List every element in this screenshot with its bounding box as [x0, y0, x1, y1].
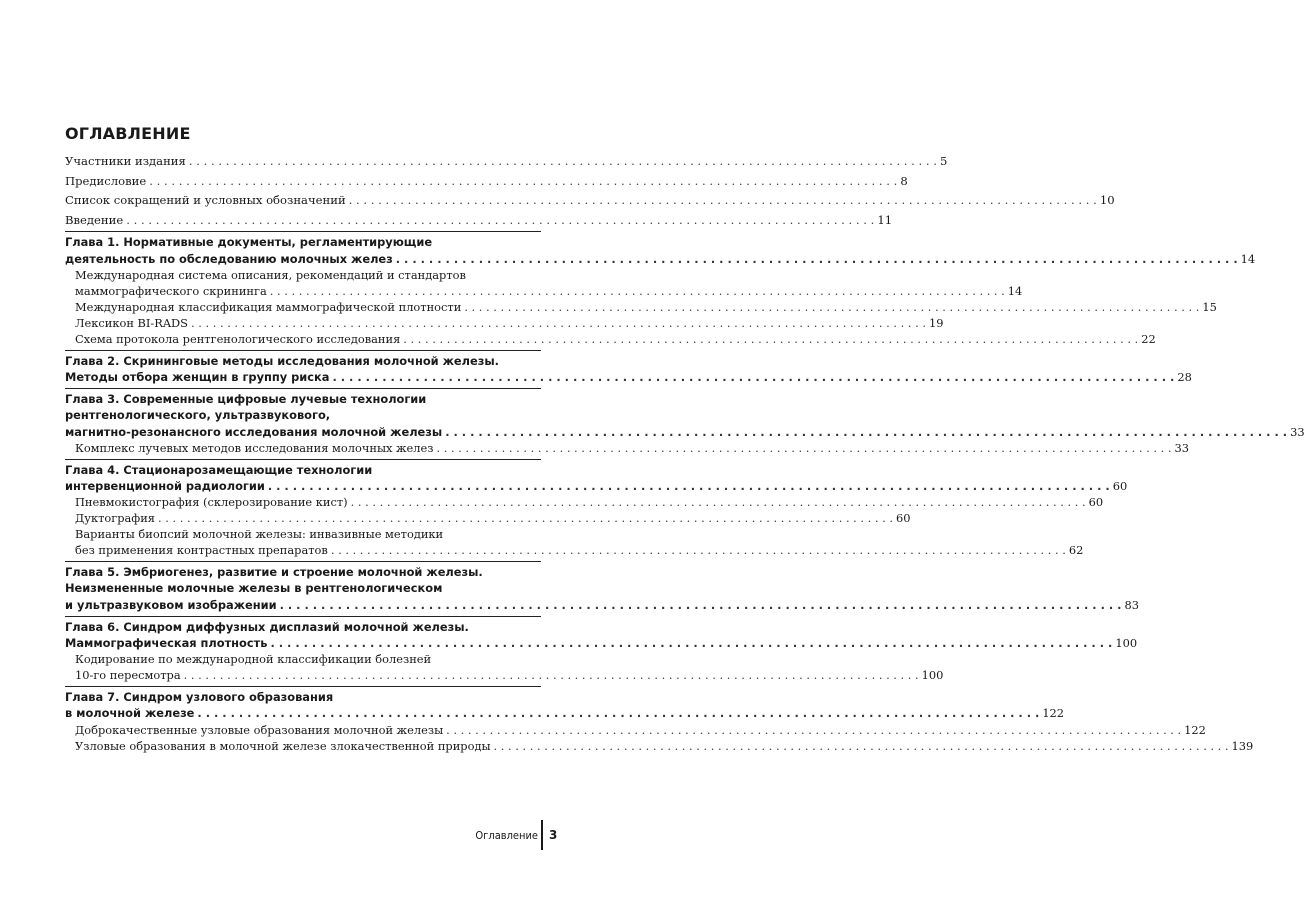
entry-title: 10-го пересмотра: [75, 668, 181, 683]
footer-divider: [541, 820, 543, 850]
toc-line[interactable]: [65, 212, 893, 229]
toc-entry[interactable]: [65, 212, 893, 229]
dot-leader: [268, 478, 1110, 494]
entry-page-number: 60: [896, 511, 911, 526]
entry-page-number: 83: [1124, 597, 1139, 612]
entry-page-number: 28: [1177, 369, 1192, 384]
entry-page-number: 5: [939, 154, 948, 168]
entry-title: Маммографическая плотность: [65, 636, 268, 651]
dot-leader: [149, 173, 897, 190]
entry-title: Дуктография: [75, 511, 155, 526]
dot-leader: [351, 494, 1086, 510]
entry-title: Глава 2. Скрининговые методы исследования молочной железы.: [65, 353, 499, 368]
dot-leader: [126, 212, 874, 229]
toc-line[interactable]: [65, 153, 948, 170]
toc-line[interactable]: [75, 722, 1206, 738]
entry-title: Глава 4. Стационарозамещающие технологии: [65, 462, 373, 477]
dot-leader: [396, 251, 1238, 267]
entry-title: Схема протокола рентгенологического исследования: [75, 331, 401, 346]
dot-leader: [197, 705, 1039, 721]
section-entry[interactable]: [65, 299, 1217, 315]
entry-title: Предисловие: [65, 173, 147, 188]
entry-title: маммографического скрининга: [75, 283, 267, 298]
entry-page-number: 62: [1068, 543, 1084, 558]
chapter-group: [65, 689, 1254, 753]
entry-title: Глава 6. Синдром диффузных дисплазий молочной железы.: [65, 619, 469, 634]
chapter-entry[interactable]: [65, 353, 1192, 385]
toc-entry[interactable]: [65, 153, 948, 170]
running-footer-label: Оглавление: [475, 829, 538, 842]
entry-page-number: 10: [1099, 193, 1115, 208]
dot-leader: [349, 192, 1097, 209]
toc-entry[interactable]: [65, 173, 908, 190]
toc-line[interactable]: [65, 635, 1138, 651]
entry-title: и ультразвуковом изображении: [65, 597, 277, 612]
entry-title: в молочной железе: [65, 706, 195, 721]
toc-line[interactable]: [65, 251, 1256, 267]
entry-title: интервенционной радиологии: [65, 479, 265, 493]
toc-line[interactable]: [75, 738, 1254, 754]
entry-title: Глава 5. Эмбриогенез, развитие и строение молочной железы.: [65, 565, 483, 580]
entry-title: Международная классификация маммографической плотности: [75, 299, 462, 314]
dot-leader: [270, 635, 1112, 651]
entry-title: деятельность по обследованию молочных желез: [65, 251, 393, 266]
entry-page-number: 100: [921, 668, 944, 683]
entry-page-number: 122: [1184, 722, 1206, 737]
chapter-group: [65, 619, 1138, 683]
chapter-divider: [65, 231, 541, 232]
entry-title: Глава 3. Современные цифровые лучевые технологии: [65, 392, 427, 407]
entry-page-number: 15: [1202, 299, 1217, 314]
chapter-divider: [65, 561, 541, 562]
entry-page-number: 19: [929, 315, 944, 330]
entry-title: Глава 1. Нормативные документы, регламентирующие: [65, 235, 433, 250]
chapter-entry[interactable]: [65, 689, 1065, 721]
toc-line[interactable]: [65, 705, 1065, 721]
toc-line[interactable]: [75, 510, 911, 526]
dot-leader: [332, 369, 1174, 385]
chapter-entry[interactable]: [65, 462, 1128, 494]
dot-leader: [270, 283, 1005, 299]
dot-leader: [494, 738, 1229, 754]
section-entry[interactable]: [65, 510, 911, 526]
page-footer: [0, 820, 614, 850]
toc-line[interactable]: [65, 597, 1139, 613]
toc-heading: ОГЛАВЛЕНИЕ: [65, 124, 191, 143]
dot-leader: [189, 153, 937, 170]
section-entry[interactable]: [65, 494, 1104, 510]
toc-line[interactable]: [75, 283, 1023, 299]
toc-line[interactable]: [75, 331, 1156, 347]
table-of-contents: [65, 153, 1305, 755]
section-entry[interactable]: [65, 440, 1189, 456]
entry-page-number: 60: [1088, 495, 1104, 510]
dot-leader: [331, 542, 1066, 558]
toc-entry[interactable]: [65, 192, 1115, 209]
entry-title: без применения контрастных препаратов: [75, 543, 328, 558]
entry-title: Доброкачественные узловые образования молочной железы: [75, 722, 444, 737]
entry-page-number: 33: [1290, 424, 1305, 439]
chapter-group: [65, 462, 1128, 558]
dot-leader: [191, 315, 926, 331]
entry-title: Варианты биопсий молочной железы: инвазивные методики: [75, 527, 444, 542]
chapter-group: [65, 391, 1305, 456]
entry-page-number: 11: [877, 212, 893, 227]
section-entry[interactable]: [65, 651, 944, 683]
toc-line[interactable]: [75, 542, 1084, 558]
entry-page-number: 14: [1240, 251, 1256, 266]
entry-title: Кодирование по международной классификации болезней: [75, 652, 432, 667]
chapter-group: [65, 564, 1139, 613]
toc-line[interactable]: [65, 478, 1128, 494]
chapter-group: [65, 353, 1192, 385]
entry-title: Введение: [65, 212, 124, 227]
entry-title: Неизмененные молочные железы в рентгенологическом: [65, 581, 443, 596]
entry-title: Международная система описания, рекомендаций и стандартов: [75, 267, 466, 282]
section-entry[interactable]: [65, 315, 944, 331]
chapter-divider: [65, 616, 541, 617]
section-entry[interactable]: [65, 267, 1023, 299]
entry-page-number: 139: [1231, 738, 1254, 753]
entry-page-number: 33: [1174, 440, 1189, 455]
entry-title: Методы отбора женщин в группу риска: [65, 369, 330, 384]
entry-page-number: 60: [1112, 479, 1128, 493]
chapter-divider: [65, 388, 541, 389]
toc-line[interactable]: [75, 440, 1189, 456]
entry-title: Участники издания: [65, 154, 186, 168]
chapter-entry[interactable]: [65, 564, 1139, 613]
dot-leader: [280, 597, 1122, 613]
chapter-divider: [65, 686, 541, 687]
toc-line[interactable]: [75, 494, 1104, 510]
dot-leader: [445, 424, 1287, 440]
chapter-group: [65, 234, 1256, 346]
section-entry[interactable]: [65, 722, 1206, 738]
chapter-entry[interactable]: [65, 234, 1256, 266]
dot-leader: [158, 510, 893, 526]
entry-title: рентгенологического, ультразвукового,: [65, 408, 331, 423]
entry-page-number: 122: [1042, 706, 1065, 721]
section-entry[interactable]: [65, 738, 1254, 754]
chapter-divider: [65, 459, 541, 460]
entry-page-number: 22: [1141, 331, 1156, 346]
section-entry[interactable]: [65, 331, 1156, 347]
dot-leader: [436, 440, 1171, 456]
chapter-list: [65, 231, 1305, 753]
page-number: 3: [549, 828, 558, 842]
front-matter: [65, 153, 1115, 228]
entry-title: магнитно-резонансного исследования молочной железы: [65, 424, 443, 439]
toc-line[interactable]: [75, 315, 944, 331]
toc-line[interactable]: [65, 192, 1115, 209]
entry-title: Список сокращений и условных обозначений: [65, 193, 346, 208]
dot-leader: [464, 299, 1199, 315]
entry-title: Глава 7. Синдром узлового образования: [65, 690, 334, 705]
chapter-entry[interactable]: [65, 391, 1305, 440]
toc-line[interactable]: [75, 667, 944, 683]
section-entry[interactable]: [65, 526, 1084, 558]
dot-leader: [403, 331, 1138, 347]
toc-line[interactable]: [65, 424, 1305, 440]
toc-line[interactable]: [75, 299, 1217, 315]
chapter-entry[interactable]: [65, 619, 1138, 651]
toc-line[interactable]: [65, 173, 908, 190]
toc-line[interactable]: [65, 369, 1192, 385]
entry-page-number: 8: [900, 173, 908, 188]
dot-leader: [184, 667, 919, 683]
entry-title: Пневмокистография (склерозирование кист): [75, 495, 348, 510]
entry-title: Узловые образования в молочной железе злокачественной природы: [75, 738, 491, 753]
chapter-divider: [65, 350, 541, 351]
entry-title: Лексикон BI-RADS: [75, 315, 188, 330]
entry-page-number: 100: [1115, 636, 1138, 651]
entry-title: Комплекс лучевых методов исследования молочных желез: [75, 440, 434, 455]
entry-page-number: 14: [1007, 283, 1023, 298]
dot-leader: [446, 722, 1181, 738]
